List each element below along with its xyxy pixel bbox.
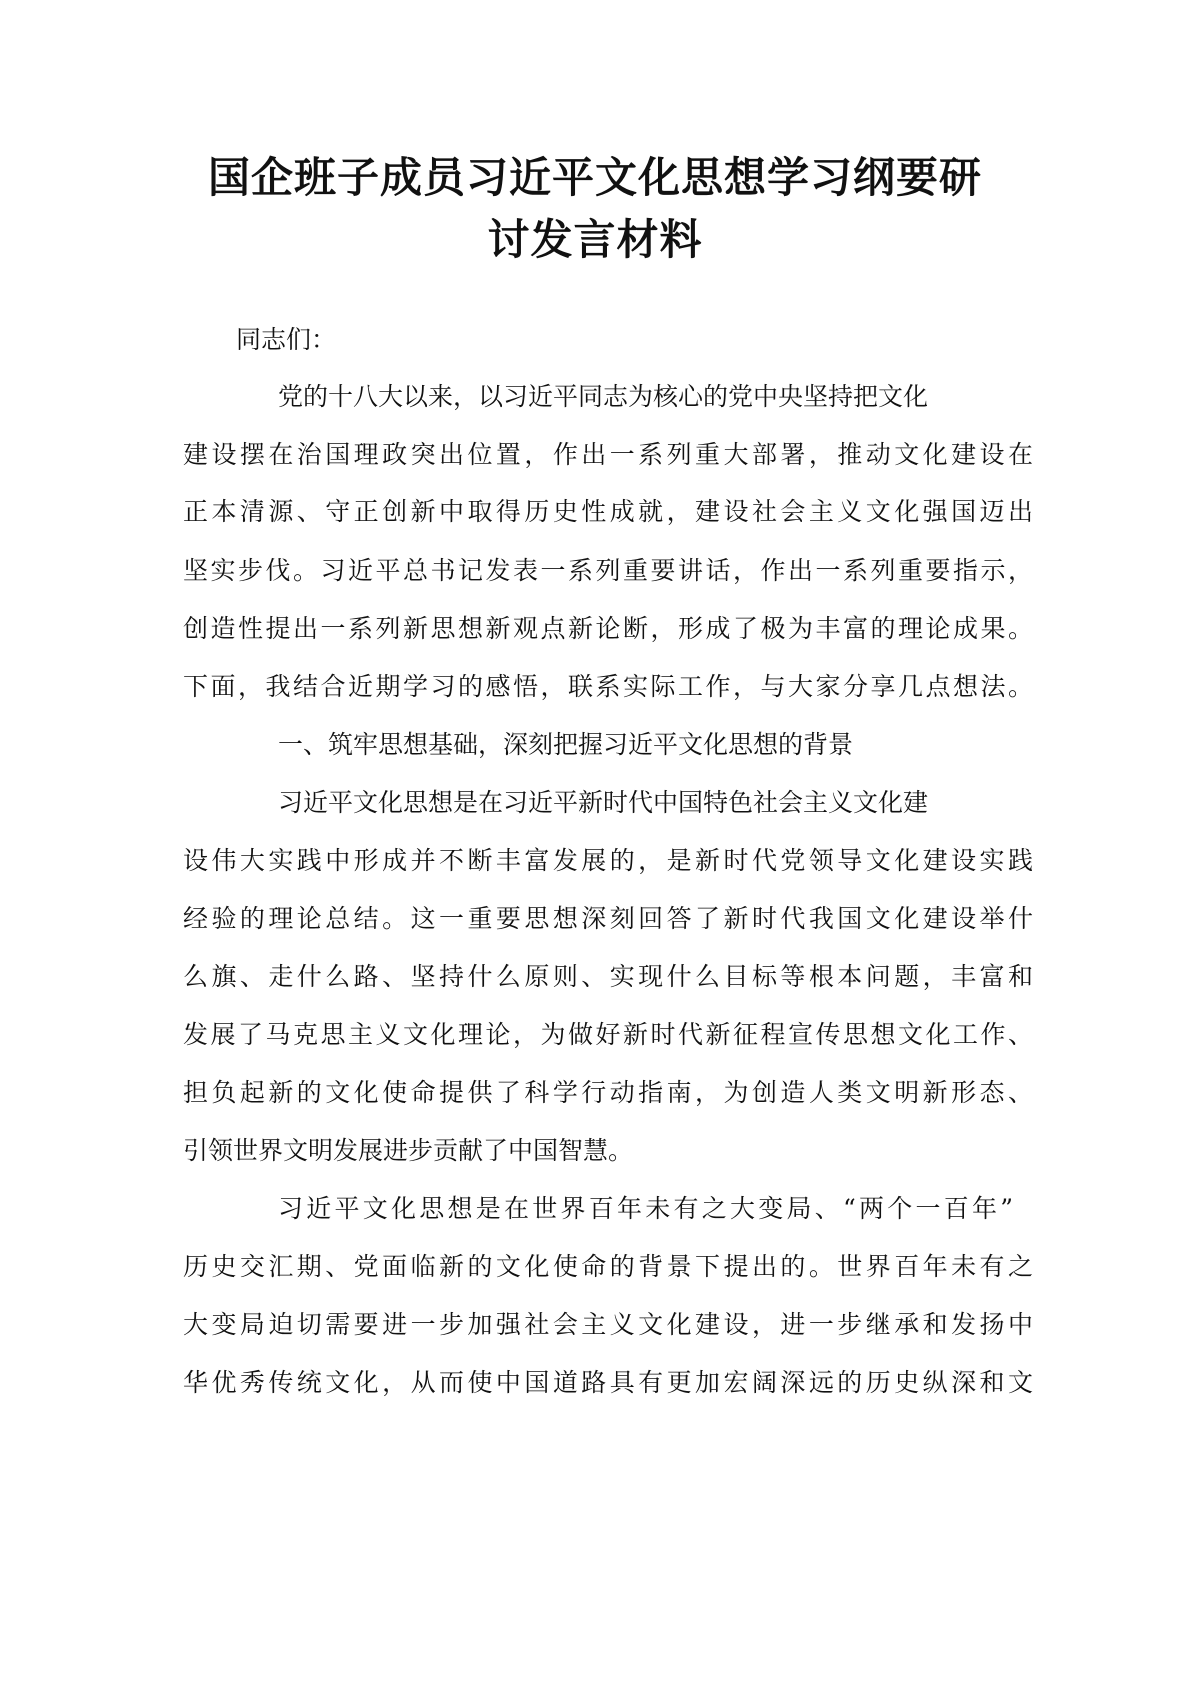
paragraph-line: 历史交汇期、党面临新的文化使命的背景下提出的。世界百年未有之 <box>183 1252 1033 1281</box>
paragraph-line: 创造性提出一系列新思想新观点新论断，形成了极为丰富的理论成果。 <box>183 614 1033 643</box>
paragraph-line: 坚实步伐。习近平总书记发表一系列重要讲话，作出一系列重要指示， <box>183 556 1033 585</box>
paragraph-line: 正本清源、守正创新中取得历史性成就，建设社会主义文化强国迈出 <box>183 497 1033 526</box>
paragraph-line: 引领世界文明发展进步贡献了中国智慧。 <box>183 1136 634 1165</box>
paragraph-line: 建设摆在治国理政突出位置，作出一系列重大部署，推动文化建设在 <box>183 440 1033 469</box>
section-heading: 一、筑牢思想基础，深刻把握习近平文化思想的背景 <box>278 730 854 759</box>
paragraph-line: 习近平文化思想是在习近平新时代中国特色社会主义文化建 <box>278 788 929 817</box>
paragraph-line: 下面，我结合近期学习的感悟，联系实际工作，与大家分享几点想法。 <box>183 672 1033 701</box>
paragraph-line: 担负起新的文化使命提供了科学行动指南，为创造人类文明新形态、 <box>183 1078 1033 1107</box>
paragraph-line: 大变局迫切需要进一步加强社会主义文化建设，进一步继承和发扬中 <box>183 1310 1033 1339</box>
paragraph-line: 习近平文化思想是在世界百年未有之大变局、“两个一百年” <box>278 1194 1013 1223</box>
paragraph-line: 设伟大实践中形成并不断丰富发展的，是新时代党领导文化建设实践 <box>183 846 1033 875</box>
paragraph-line: 么旗、走什么路、坚持什么原则、实现什么目标等根本问题，丰富和 <box>183 962 1033 991</box>
document-title-line-2: 讨发言材料 <box>487 215 703 264</box>
document-title-line-1: 国企班子成员习近平文化思想学习纲要研 <box>207 153 982 202</box>
paragraph-line: 党的十八大以来，以习近平同志为核心的党中央坚持把文化 <box>278 382 929 411</box>
paragraph-line: 华优秀传统文化，从而使中国道路具有更加宏阔深远的历史纵深和文 <box>183 1368 1033 1397</box>
paragraph-line: 发展了马克思主义文化理论，为做好新时代新征程宣传思想文化工作、 <box>183 1020 1033 1049</box>
salutation: 同志们： <box>236 325 337 354</box>
paragraph-line: 经验的理论总结。这一重要思想深刻回答了新时代我国文化建设举什 <box>183 904 1033 933</box>
